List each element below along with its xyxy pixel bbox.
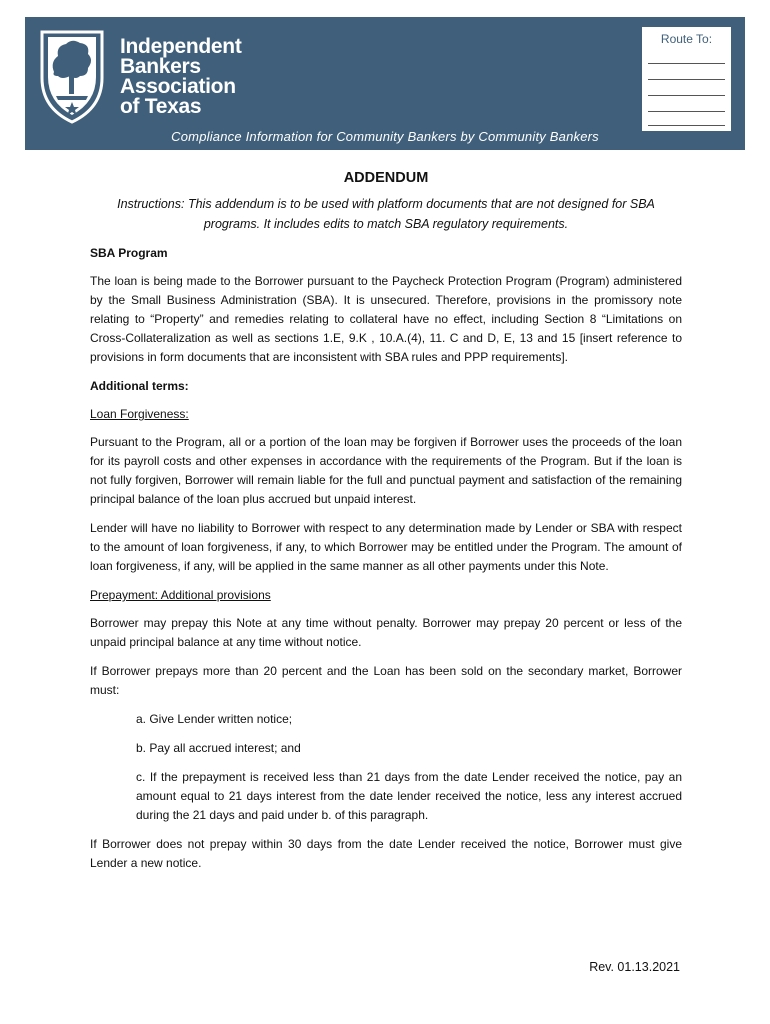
loan-forgiveness-heading: Loan Forgiveness: bbox=[90, 407, 189, 421]
route-to-label: Route To: bbox=[660, 32, 713, 46]
document-body bbox=[90, 168, 682, 883]
revision-date: Rev. 01.13.2021 bbox=[589, 960, 680, 974]
header-banner bbox=[25, 17, 745, 150]
route-line bbox=[648, 95, 725, 96]
route-line bbox=[648, 125, 725, 126]
list-item: b. Pay all accrued interest; and bbox=[136, 741, 301, 755]
org-name bbox=[120, 37, 242, 117]
list-item: c. If the prepayment is received less than 21 days from the date Lender received the notice, pay an amount equal to 21 days interest from the date lender received the notice, less any interest accrued during the 21 days and paid under b. of this paragraph. bbox=[136, 770, 682, 822]
additional-terms-heading: Additional terms: bbox=[90, 379, 189, 393]
org-name-line-1: Independent bbox=[120, 35, 242, 58]
org-name-line-4: of Texas bbox=[120, 95, 202, 118]
instructions: Instructions: This addendum is to be used with platform documents that are not designed for SBA programs. It includes edits to match SBA regulatory requirements. bbox=[117, 197, 655, 231]
route-line bbox=[648, 111, 725, 112]
prepayment-paragraph-2: If Borrower prepays more than 20 percent and the Loan has been sold on the secondary market, Borrower must: bbox=[90, 664, 682, 697]
loan-forgiveness-paragraph-1: Pursuant to the Program, all or a portion of the loan may be forgiven if Borrower uses the proceeds of the loan for its payroll costs and other expenses in accordance with the requirements of the Program. But if the loan is not fully forgiven, Borrower will remain liable for the full and punctual payment and satisfaction of the remaining principal balance of the loan plus accrued but unpaid interest. bbox=[90, 435, 682, 506]
sba-program-heading: SBA Program bbox=[90, 246, 168, 260]
tree-shield-logo-icon bbox=[36, 26, 108, 126]
org-name-line-3: Association bbox=[120, 75, 236, 98]
loan-forgiveness-paragraph-2: Lender will have no liability to Borrower with respect to any determination made by Lender or SBA with respect to the amount of loan forgiveness, if any, to which Borrower may be entitled under the Program. The amount of loan forgiveness, if any, will be applied in the same manner as all other payments under this Note. bbox=[90, 521, 682, 573]
route-line bbox=[648, 63, 725, 64]
route-to-box bbox=[642, 27, 731, 131]
sba-program-paragraph: The loan is being made to the Borrower pursuant to the Paycheck Protection Program (Program) administered by the Small Business Administration (SBA). It is unsecured. Therefore, provisions in the promissory note relating to “Property” and remedies relating to collateral have no effect, including Section 8 “Limitations on Cross-Collateralization as well as sections 1.E, 9.K , 10.A.(4), 11. C and D, E, 13 and 15 [insert reference to provisions in form documents that are inconsistent with SBA rules and PPP requirements]. bbox=[90, 274, 682, 364]
list-item: a. Give Lender written notice; bbox=[136, 712, 293, 726]
prepayment-paragraph-3: If Borrower does not prepay within 30 days from the date Lender received the notice, Borrower must give Lender a new notice. bbox=[90, 837, 682, 870]
prepayment-heading: Prepayment: Additional provisions bbox=[90, 588, 271, 602]
tagline: Compliance Information for Community Bankers by Community Bankers bbox=[171, 129, 599, 144]
route-line bbox=[648, 79, 725, 80]
org-name-line-2: Bankers bbox=[120, 55, 201, 78]
prepayment-paragraph-1: Borrower may prepay this Note at any time without penalty. Borrower may prepay 20 percent or less of the unpaid principal balance at any time without notice. bbox=[90, 616, 682, 649]
document-title: ADDENDUM bbox=[343, 170, 429, 186]
